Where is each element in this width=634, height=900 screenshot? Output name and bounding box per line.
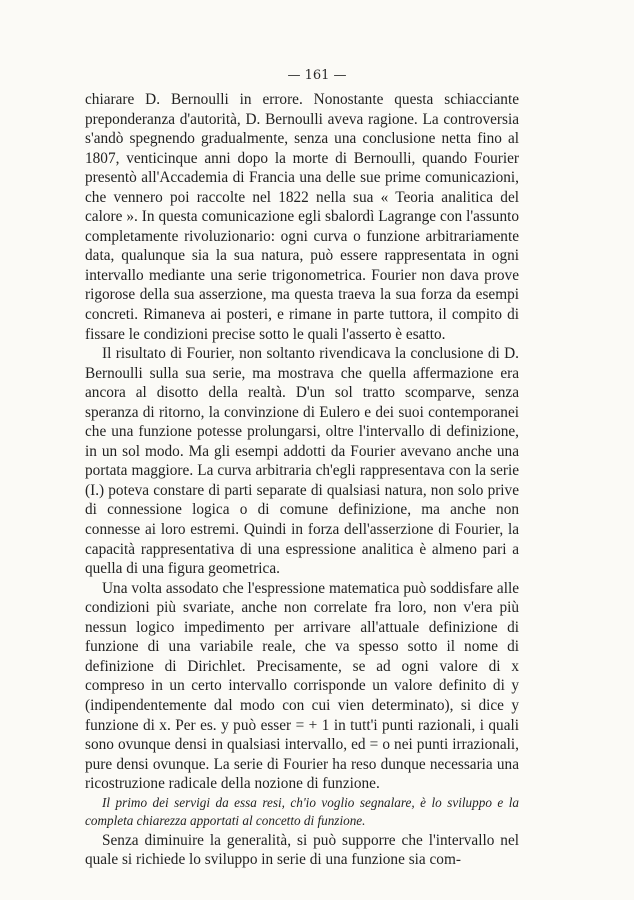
paragraph-continuation: chiarare D. Bernoulli in errore. Nonostante questa schiacciante preponderanza d'autorità, D. Bernoulli aveva ragione. La controversia s'andò spegnendo gradualmente, senza una conclusione netta fino al 1807, venticinque anni dopo la morte di Bernoulli, quando Fourier presentò all'Accademia di Francia una delle sue prime comunicazioni, che vennero poi raccolte nel 1822 nella sua « Teoria analitica del calore ». In questa comunicazione egli sbalordì Lagrange con l'assunto completamente rivoluzionario: ogni curva o funzione arbitrariamente data, qualunque sia la sua natura, può essere rappresentata in ogni intervallo mediante una serie trigonometrica. Fourier non dava prove rigorose della sua asserzione, ma questa traeva la sua forza da esempi concreti. Rimaneva ai posteri, e rimane in parte tuttora, il compito di fissare le condizioni precise sotto le quali l'asserto è esatto.	[85, 91, 519, 343]
paragraph-interval-assumption: Senza diminuire la generalità, si può supporre che l'intervallo nel quale si richiede lo sviluppo in serie di una funzione sia com-	[85, 831, 519, 869]
page-number: — 161 —	[287, 68, 347, 83]
paragraph-italic-statement: Il primo dei servigi da essa resi, ch'io voglio segnalare, è lo sviluppo e la completa chiarezza apportati al concetto di funzione.	[85, 794, 519, 829]
body-text	[85, 90, 519, 870]
paragraph-fourier-result: Il risultato di Fourier, non soltanto rivendicava la conclusione di D. Bernoulli sulla sua serie, ma mostrava che quella affermazione era ancora al disotto della realtà. D'un sol tratto scomparve, senza speranza di ritorno, la convinzione di Eulero e dei suoi contemporanei che una funzione potesse prolungarsi, oltre l'intervallo di definizione, in un sol modo. Ma gli esempi addotti da Fourier avevano anche una portata maggiore. La curva arbitraria ch'egli rappresentava con la serie (I.) poteva constare di parti separate di qualsiasi natura, non solo prive di connessione logica o di comune definizione, ma anche non connesse ai loro estremi. Quindi in forza dell'asserzione di Fourier, la capacità rappresentativa di una espressione analitica è almeno pari a quella di una figura geometrica.	[85, 345, 519, 578]
paragraph-dirichlet-definition: Una volta assodato che l'espressione matematica può soddisfare alle condizioni più svariate, anche non correlate fra loro, non v'era più nessun logico impedimento per arrivare all'attuale definizione di funzione di una variabile reale, che va spesso sotto il nome di definizione di Dirichlet. Precisamente, se ad ogni valore di x compreso in un certo intervallo corrisponde un valore definito di y (indipendentemente dal modo con cui vien determinato), si dice y funzione di x. Per es. y può esser = + 1 in tutt'i punti razionali, i quali sono ovunque densi in qualsiasi intervallo, ed = o nei punti irrazionali, pure densi ovunque. La serie di Fourier ha reso dunque necessaria una ricostruzione radicale della nozione di funzione.	[85, 579, 519, 793]
